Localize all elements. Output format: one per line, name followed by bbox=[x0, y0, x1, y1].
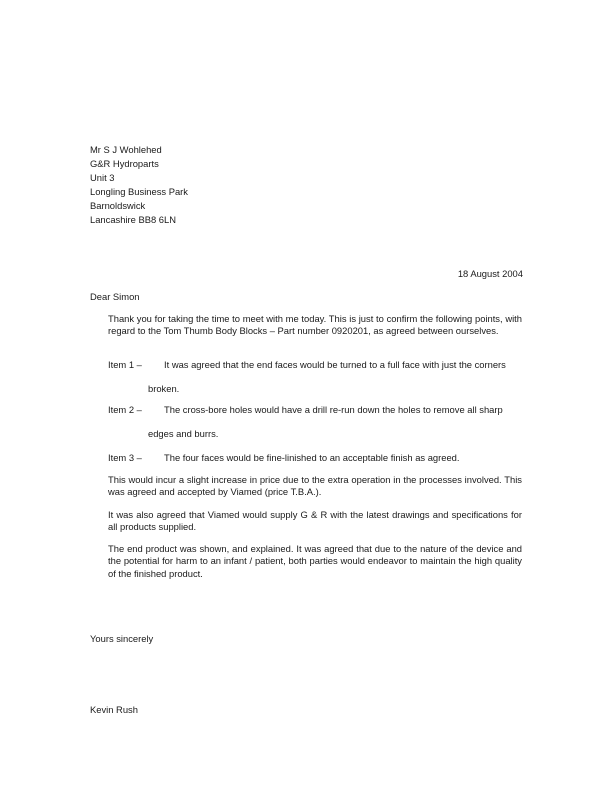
item-2-label: Item 2 – bbox=[108, 404, 142, 415]
item-2-text: The cross-bore holes would have a drill re-run down the holes to remove all sharp bbox=[164, 404, 503, 415]
recipient-estate: Longling Business Park bbox=[90, 186, 188, 197]
letter-date: 18 August 2004 bbox=[457, 268, 523, 279]
paragraph-price: This would incur a slight increase in price due to the extra operation in the processes involved. This was agreed and accepted by Viamed (price T.B.A.). bbox=[108, 474, 522, 498]
item-1-text: It was agreed that the end faces would be turned to a full face with just the corners bbox=[164, 359, 506, 370]
item-3-label: Item 3 – bbox=[108, 452, 142, 463]
paragraph-product: The end product was shown, and explained. It was agreed that due to the nature of the device and the potential for harm to an infant / patient, both parties would endeavor to maintain the high quality of the finished product. bbox=[108, 543, 522, 579]
recipient-unit: Unit 3 bbox=[90, 172, 115, 183]
item-1-continuation: broken. bbox=[148, 383, 180, 394]
closing: Yours sincerely bbox=[90, 633, 154, 644]
recipient-address bbox=[90, 143, 188, 227]
recipient-county: Lancashire BB8 6LN bbox=[90, 214, 176, 225]
intro-paragraph: Thank you for taking the time to meet with me today. This is just to confirm the following points, with regard to the Tom Thumb Body Blocks – Part number 0920201, as agreed between ourselves. bbox=[108, 313, 522, 337]
signature-name: Kevin Rush bbox=[90, 704, 138, 715]
paragraph-drawings: It was also agreed that Viamed would supply G & R with the latest drawings and specifications for all products supplied. bbox=[108, 509, 522, 533]
recipient-town: Barnoldswick bbox=[90, 200, 146, 211]
recipient-name: Mr S J Wohlehed bbox=[90, 144, 162, 155]
recipient-company: G&R Hydroparts bbox=[90, 158, 159, 169]
item-1-label: Item 1 – bbox=[108, 359, 142, 370]
salutation: Dear Simon bbox=[90, 291, 140, 302]
item-3-text: The four faces would be fine-linished to an acceptable finish as agreed. bbox=[164, 452, 460, 463]
item-2-continuation: edges and burrs. bbox=[148, 428, 219, 439]
